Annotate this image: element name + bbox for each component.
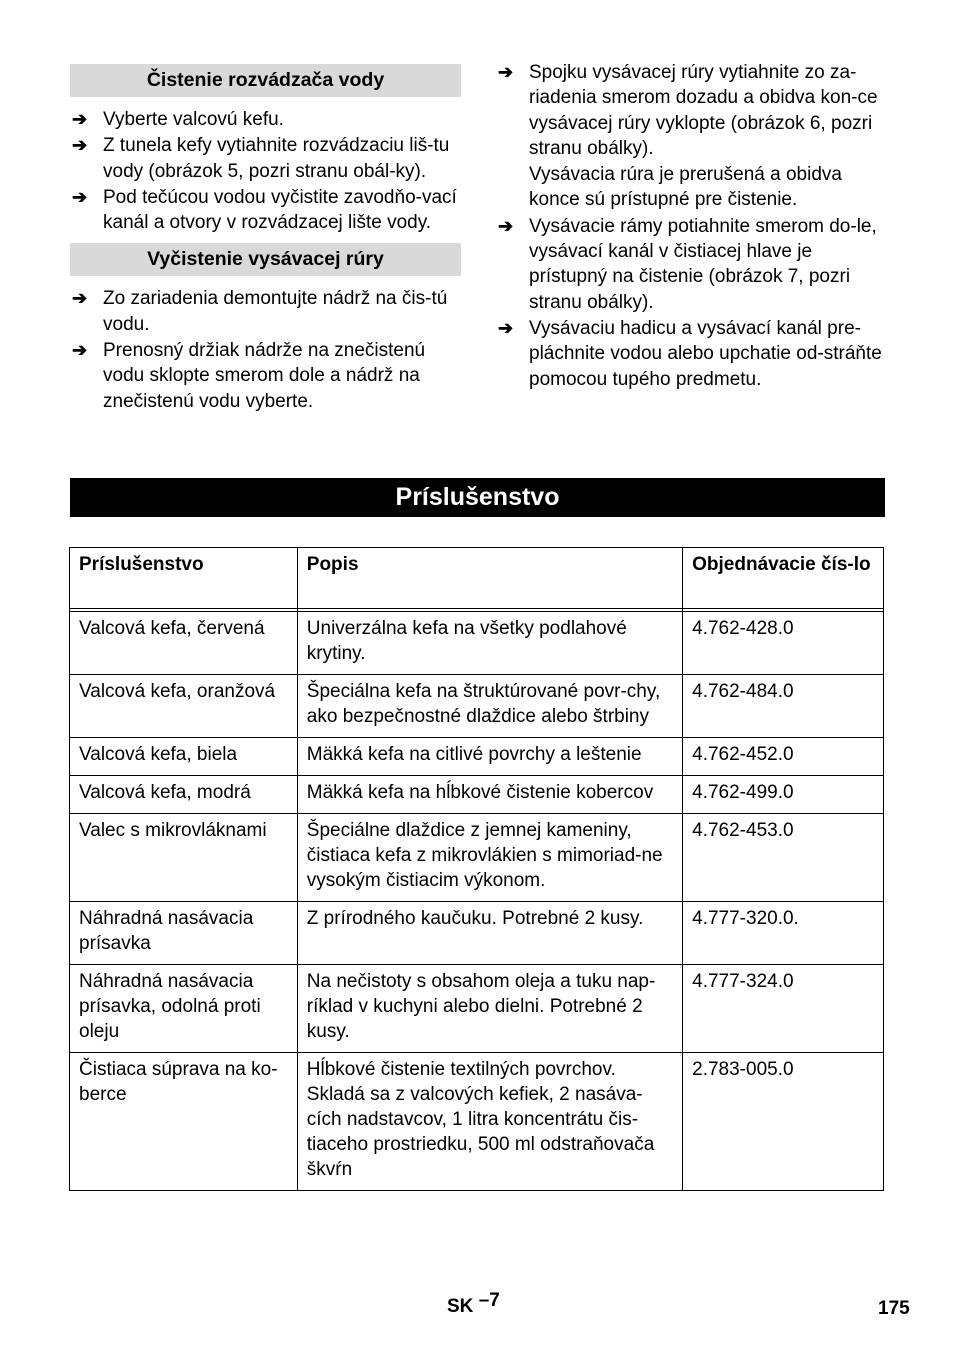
step-text: Spojku vysávacej rúry vytiahnite zo za-riadenia smerom dozadu a obidva kon-ce vysávacej rúry vyklopte (obrázok 6, pozri stranu obálky). xyxy=(529,62,878,159)
instruction-step xyxy=(70,286,461,337)
header-order-number: Objednávacie čís-lo xyxy=(683,548,884,609)
table-row xyxy=(70,1053,884,1191)
accessory-description: Mäkká kefa na hĺbkové čistenie kobercov xyxy=(297,776,682,814)
table-row xyxy=(70,738,884,776)
instruction-step xyxy=(70,133,461,184)
step-text: Prenosný držiak nádrže na znečistenú vodu sklopte smerom dole a nádrž na znečistenú vodu vyberte. xyxy=(103,340,426,412)
instruction-step xyxy=(70,185,461,236)
arrow-right-icon: ➔ xyxy=(498,215,514,236)
arrow-right-icon: ➔ xyxy=(498,317,514,338)
step-text: Pod tečúcou vodou vyčistite zavodňo-vací kanál a otvory v rozvádzacej lište vody. xyxy=(103,186,457,234)
header-description: Popis xyxy=(297,548,682,609)
accessories-table xyxy=(69,547,884,1191)
accessory-description: Špeciálne dlaždice z jemnej kameniny, čistiaca kefa z mikrovlákien s mimoriad-ne vysokým čistiacim výkonom. xyxy=(297,814,682,902)
arrow-right-icon: ➔ xyxy=(72,186,88,207)
table-row xyxy=(70,776,884,814)
instruction-step xyxy=(70,107,461,132)
table-row xyxy=(70,612,884,675)
instruction-step xyxy=(496,60,886,161)
accessory-name: Valcová kefa, biela xyxy=(70,738,298,776)
accessory-description: Univerzálna kefa na všetky podlahové krytiny. xyxy=(297,612,682,675)
left-column xyxy=(70,60,461,415)
order-number: 4.777-320.0. xyxy=(683,902,884,965)
step-result-note: Vysávacia rúra je prerušená a obidva konce sú prístupné pre čistenie. xyxy=(529,164,842,211)
accessory-description: Hĺbkové čistenie textilných povrchov. Skladá sa z valcových kefiek, 2 nasáva-cích nadstavcov, 1 litra koncentrátu čis-tiaceho prostriedku, 500 ml odstraňovača škvŕn xyxy=(297,1053,682,1191)
table-row xyxy=(70,902,884,965)
accessory-name: Valcová kefa, červená xyxy=(70,612,298,675)
accessory-name: Náhradná nasávacia prísavka, odolná proti oleju xyxy=(70,965,298,1053)
step-text: Vysávaciu hadicu a vysávací kanál pre-pláchnite vodou alebo upchatie od-stráňte pomocou tupého predmetu. xyxy=(529,317,882,390)
arrow-right-icon: ➔ xyxy=(72,288,88,309)
accessories-banner: Príslušenstvo xyxy=(70,478,885,517)
accessory-name: Valcová kefa, oranžová xyxy=(70,675,298,738)
right-column xyxy=(496,60,886,393)
arrow-right-icon: ➔ xyxy=(72,109,88,129)
table-row xyxy=(70,814,884,902)
table-row xyxy=(70,965,884,1053)
section-heading-water-distributor: Čistenie rozvádzača vody xyxy=(70,64,461,97)
instruction-step xyxy=(70,338,461,414)
header-accessory: Príslušenstvo xyxy=(70,548,298,609)
footer-section-label xyxy=(447,1290,500,1318)
order-number: 4.762-484.0 xyxy=(683,675,884,738)
table-header-row xyxy=(70,548,884,609)
instruction-step xyxy=(496,316,886,392)
step-text: Zo zariadenia demontujte nádrž na čis-tú vodu. xyxy=(103,288,448,335)
order-number: 2.783-005.0 xyxy=(683,1053,884,1191)
footer-dash: – xyxy=(478,1290,490,1311)
arrow-right-icon: ➔ xyxy=(72,135,88,156)
step-text: Z tunela kefy vytiahnite rozvádzaciu liš-tu vody (obrázok 5, pozri stranu obál-ky). xyxy=(103,135,450,182)
accessory-name: Valcová kefa, modrá xyxy=(70,776,298,814)
accessory-description: Špeciálna kefa na štruktúrované povr-chy, ako bezpečnostné dlaždice alebo štrbiny xyxy=(297,675,682,738)
order-number: 4.762-428.0 xyxy=(683,612,884,675)
page-number: 175 xyxy=(878,1298,910,1319)
step-text: Vyberte valcovú kefu. xyxy=(103,109,284,130)
order-number: 4.777-324.0 xyxy=(683,965,884,1053)
instruction-step xyxy=(496,214,886,315)
step-text: Vysávacie rámy potiahnite smerom do-le, vysávací kanál v čistiacej hlave je prístupný na čistenie (obrázok 7, pozri stranu obálky). xyxy=(529,215,877,313)
accessory-description: Mäkká kefa na citlivé povrchy a leštenie xyxy=(297,738,682,776)
accessory-description: Na nečistoty s obsahom oleja a tuku nap-ríklad v kuchyni alebo dielni. Potrebné 2 kusy. xyxy=(297,965,682,1053)
section-heading-suction-tube: Vyčistenie vysávacej rúry xyxy=(70,243,461,276)
footer-language: SK xyxy=(447,1296,474,1317)
arrow-right-icon: ➔ xyxy=(72,340,88,361)
footer-section-page: 7 xyxy=(489,1290,500,1311)
accessory-name: Čistiaca súprava na ko-berce xyxy=(70,1053,298,1191)
accessory-name: Valec s mikrovláknami xyxy=(70,814,298,902)
order-number: 4.762-452.0 xyxy=(683,738,884,776)
order-number: 4.762-499.0 xyxy=(683,776,884,814)
accessory-name: Náhradná nasávacia prísavka xyxy=(70,902,298,965)
table-row xyxy=(70,675,884,738)
order-number: 4.762-453.0 xyxy=(683,814,884,902)
arrow-right-icon: ➔ xyxy=(498,62,514,82)
accessory-description: Z prírodného kaučuku. Potrebné 2 kusy. xyxy=(297,902,682,965)
